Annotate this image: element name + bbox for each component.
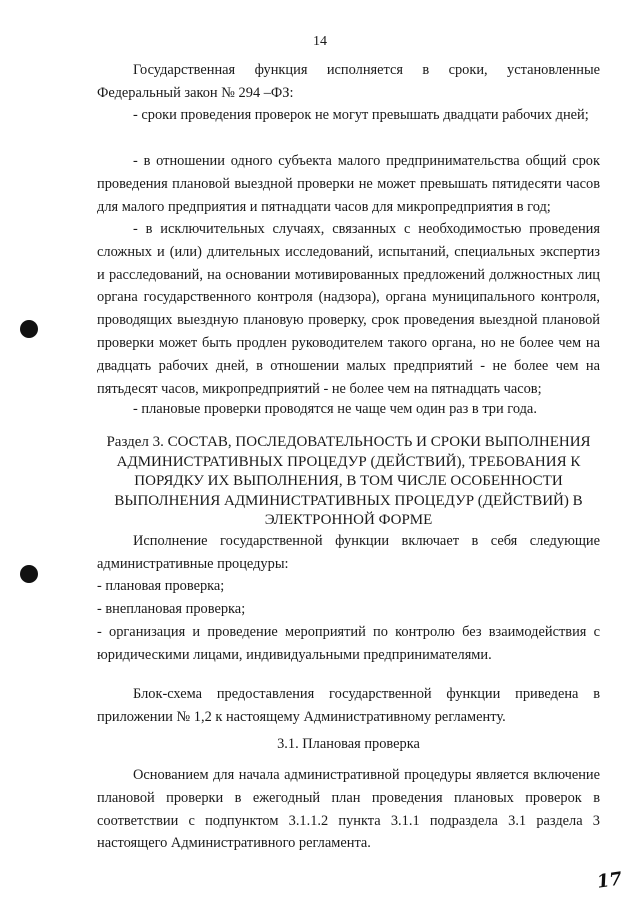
subsection-3-1-title: 3.1. Плановая проверка — [277, 736, 420, 752]
handwritten-page-number: 17 — [595, 868, 624, 893]
list-item-frequency: - плановые проверки проводятся не чаще чем один раз в три года. — [133, 401, 537, 417]
procedure-item-unplanned: - внеплановая проверка; — [97, 601, 246, 617]
list-item-exceptional-cases: - в исключительных случаях, связанных с необходимостью проведения сложных и (или) длительных исследований, испытаний, специальных экспертиз и расследований, на основании мотивированных предложений должностных лиц органа государственного контроля (надзора), органа муниципального контроля, проводящих выездную плановую проверку, срок проведения выездной плановой проверки может быть продлен руководителем такого органа, но не более чем на двадцать рабочих дней, в отношении малых предприятий - не более чем на пятьдесят часов, микропредприятий - не более чем на пятнадцать часов; — [97, 221, 600, 397]
procedure-item-control-events: - организация и проведение мероприятий по контролю без взаимодействия с юридическими лицами, индивидуальными предпринимателями. — [97, 624, 600, 663]
list-item-small-business: - в отношении одного субъекта малого предпринимательства общий срок проведения плановой выездной проверки не может превышать пятидесяти часов для малого предприятия и пятнадцати часов для микропредприятия в год; — [97, 153, 600, 215]
list-item-work-days: - сроки проведения проверок не могут превышать двадцати рабочих дней; — [133, 107, 589, 123]
intro-paragraph: Государственная функция исполняется в сроки, установленные Федеральный закон № 294 –ФЗ: — [97, 62, 600, 101]
procedure-item-planned: - плановая проверка; — [97, 578, 225, 594]
punch-hole-bottom — [20, 565, 38, 583]
flowchart-reference: Блок-схема предоставления государственной функции приведена в приложении № 1,2 к настоящему Административному регламенту. — [97, 686, 600, 725]
section-3-title: Раздел 3. СОСТАВ, ПОСЛЕДОВАТЕЛЬНОСТЬ И СРОКИ ВЫПОЛНЕНИЯ АДМИНИСТРАТИВНЫХ ПРОЦЕДУР (ДЕЙСТВИЙ), ТРЕБОВАНИЯ К ПОРЯДКУ ИХ ВЫПОЛНЕНИЯ, В ТОМ ЧИСЛЕ ОСОБЕННОСТИ ВЫПОЛНЕНИЯ АДМИНИСТРАТИВНЫХ ПРОЦЕДУР (ДЕЙСТВИЙ) В ЭЛЕКТРОННОЙ ФОРМЕ — [106, 434, 591, 528]
punch-hole-top — [20, 320, 38, 338]
page-number: 14 — [313, 34, 327, 49]
subsection-3-1-paragraph: Основанием для начала административной процедуры является включение плановой проверки в ежегодный план проведения плановых проверок в соответствии с подпунктом 3.1.1.2 пункта 3.1.1 подраздела 3.1 раздела 3 настоящего Административного регламента. — [97, 767, 600, 852]
section-3-intro: Исполнение государственной функции включает в себя следующие административные процедуры: — [97, 533, 600, 572]
